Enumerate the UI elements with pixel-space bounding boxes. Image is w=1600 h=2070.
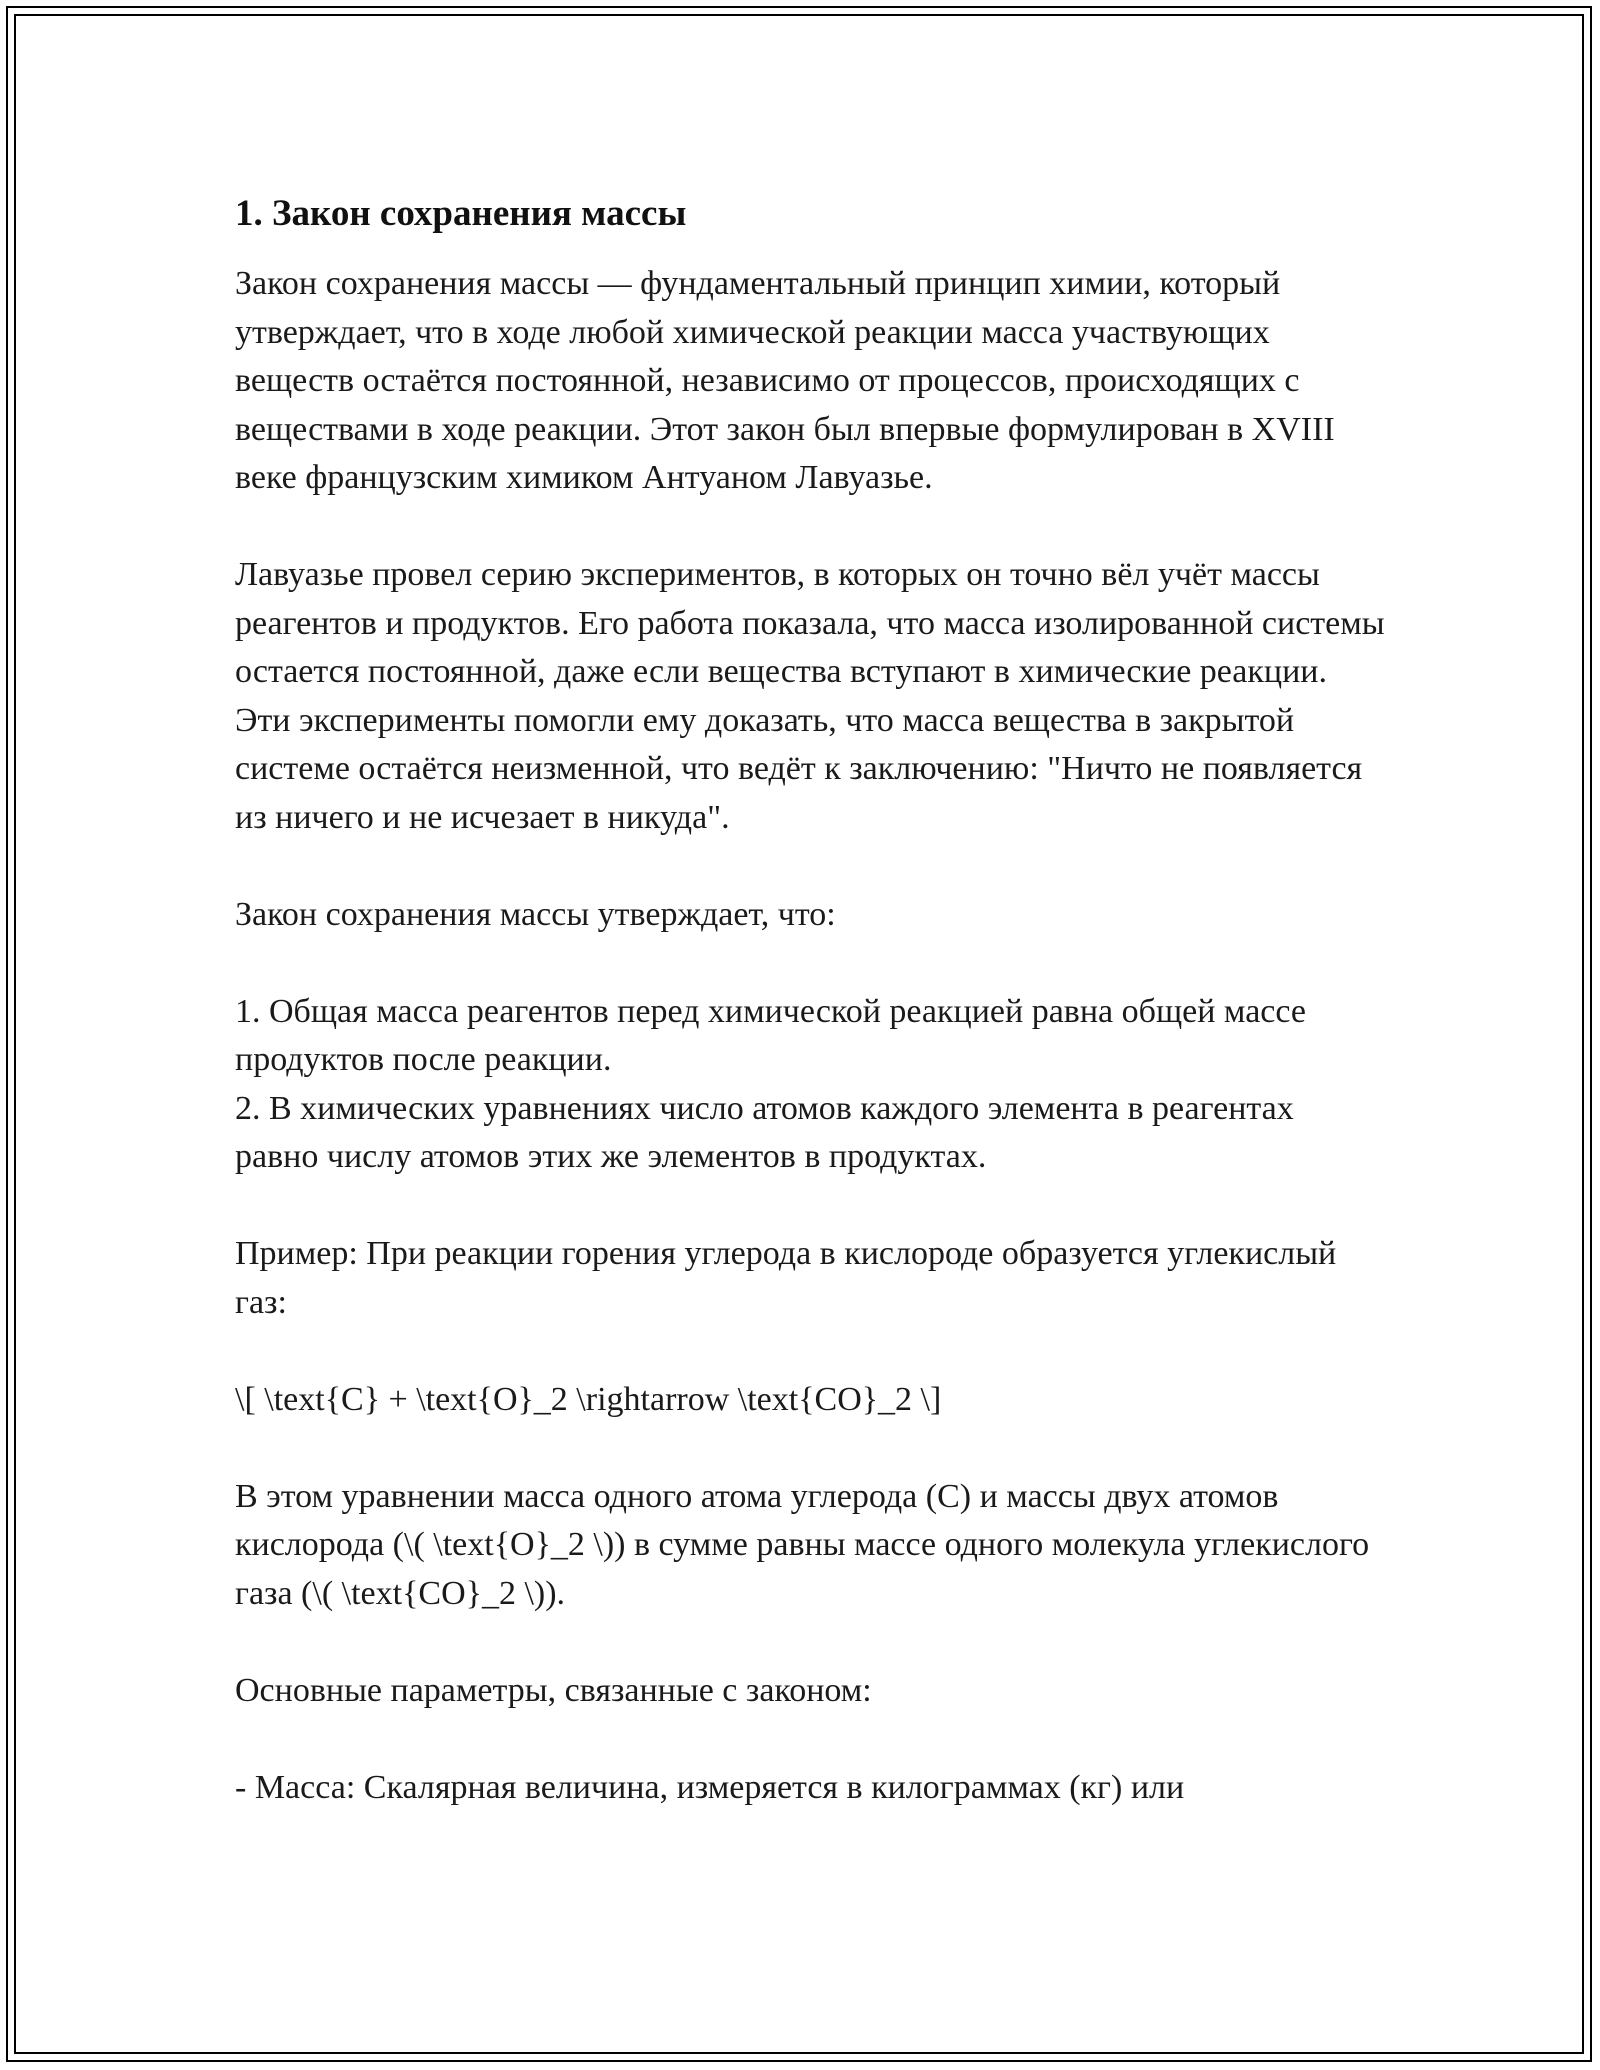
section-heading: 1. Закон сохранения массы	[235, 193, 687, 234]
paragraph-params-intro: Основные параметры, связанные с законом:	[235, 1671, 872, 1709]
document-body	[235, 188, 1385, 1812]
paragraph-lavoisier: Лавуазье провел серию экспериментов, в которых он точно вёл учёт массы реагентов и продуктов. Его работа показала, что масса изолированной системы остается постоянной, даже если вещества вступают в химические реакции. Эти эксперименты помогли ему доказать, что масса вещества в закрытой системе остаётся неизменной, что ведёт к заключению: "Ничто не появляется из ничего и не исчезает в никуда".	[235, 556, 1385, 836]
list-item: 2. В химических уравнениях число атомов каждого элемента в реагентах равно числу атомов этих же элементов в продуктах.	[235, 1089, 1294, 1175]
paragraph-law-statement: Закон сохранения массы утверждает, что:	[235, 895, 836, 933]
paragraph-example: Пример: При реакции горения углерода в кислороде образуется углекислый газ:	[235, 1235, 1337, 1321]
param-mass-line: - Масса: Скалярная величина, измеряется в килограммах (кг) или	[235, 1768, 1185, 1806]
list-item: 1. Общая масса реагентов перед химической реакцией равна общей массе продуктов после реакции.	[235, 992, 1306, 1078]
paragraph-intro: Закон сохранения массы — фундаментальный принцип химии, который утверждает, что в ходе любой химической реакции масса участвующих веществ остаётся постоянной, независимо от процессов, происходящих с веществами в ходе реакции. Этот закон был впервые формулирован в XVIII веке французским химиком Антуаном Лавуазье.	[235, 265, 1335, 496]
paragraph-explanation: В этом уравнении масса одного атома углерода (C) и массы двух атомов кислорода (\( \text{O}_2 \)) в сумме равны массе одного молекула углекислого газа (\( \text{CO}_2 \)).	[235, 1477, 1370, 1612]
equation-line: \[ \text{C} + \text{O}_2 \rightarrow \text{CO}_2 \]	[235, 1380, 942, 1418]
law-points-list	[235, 988, 1385, 1182]
